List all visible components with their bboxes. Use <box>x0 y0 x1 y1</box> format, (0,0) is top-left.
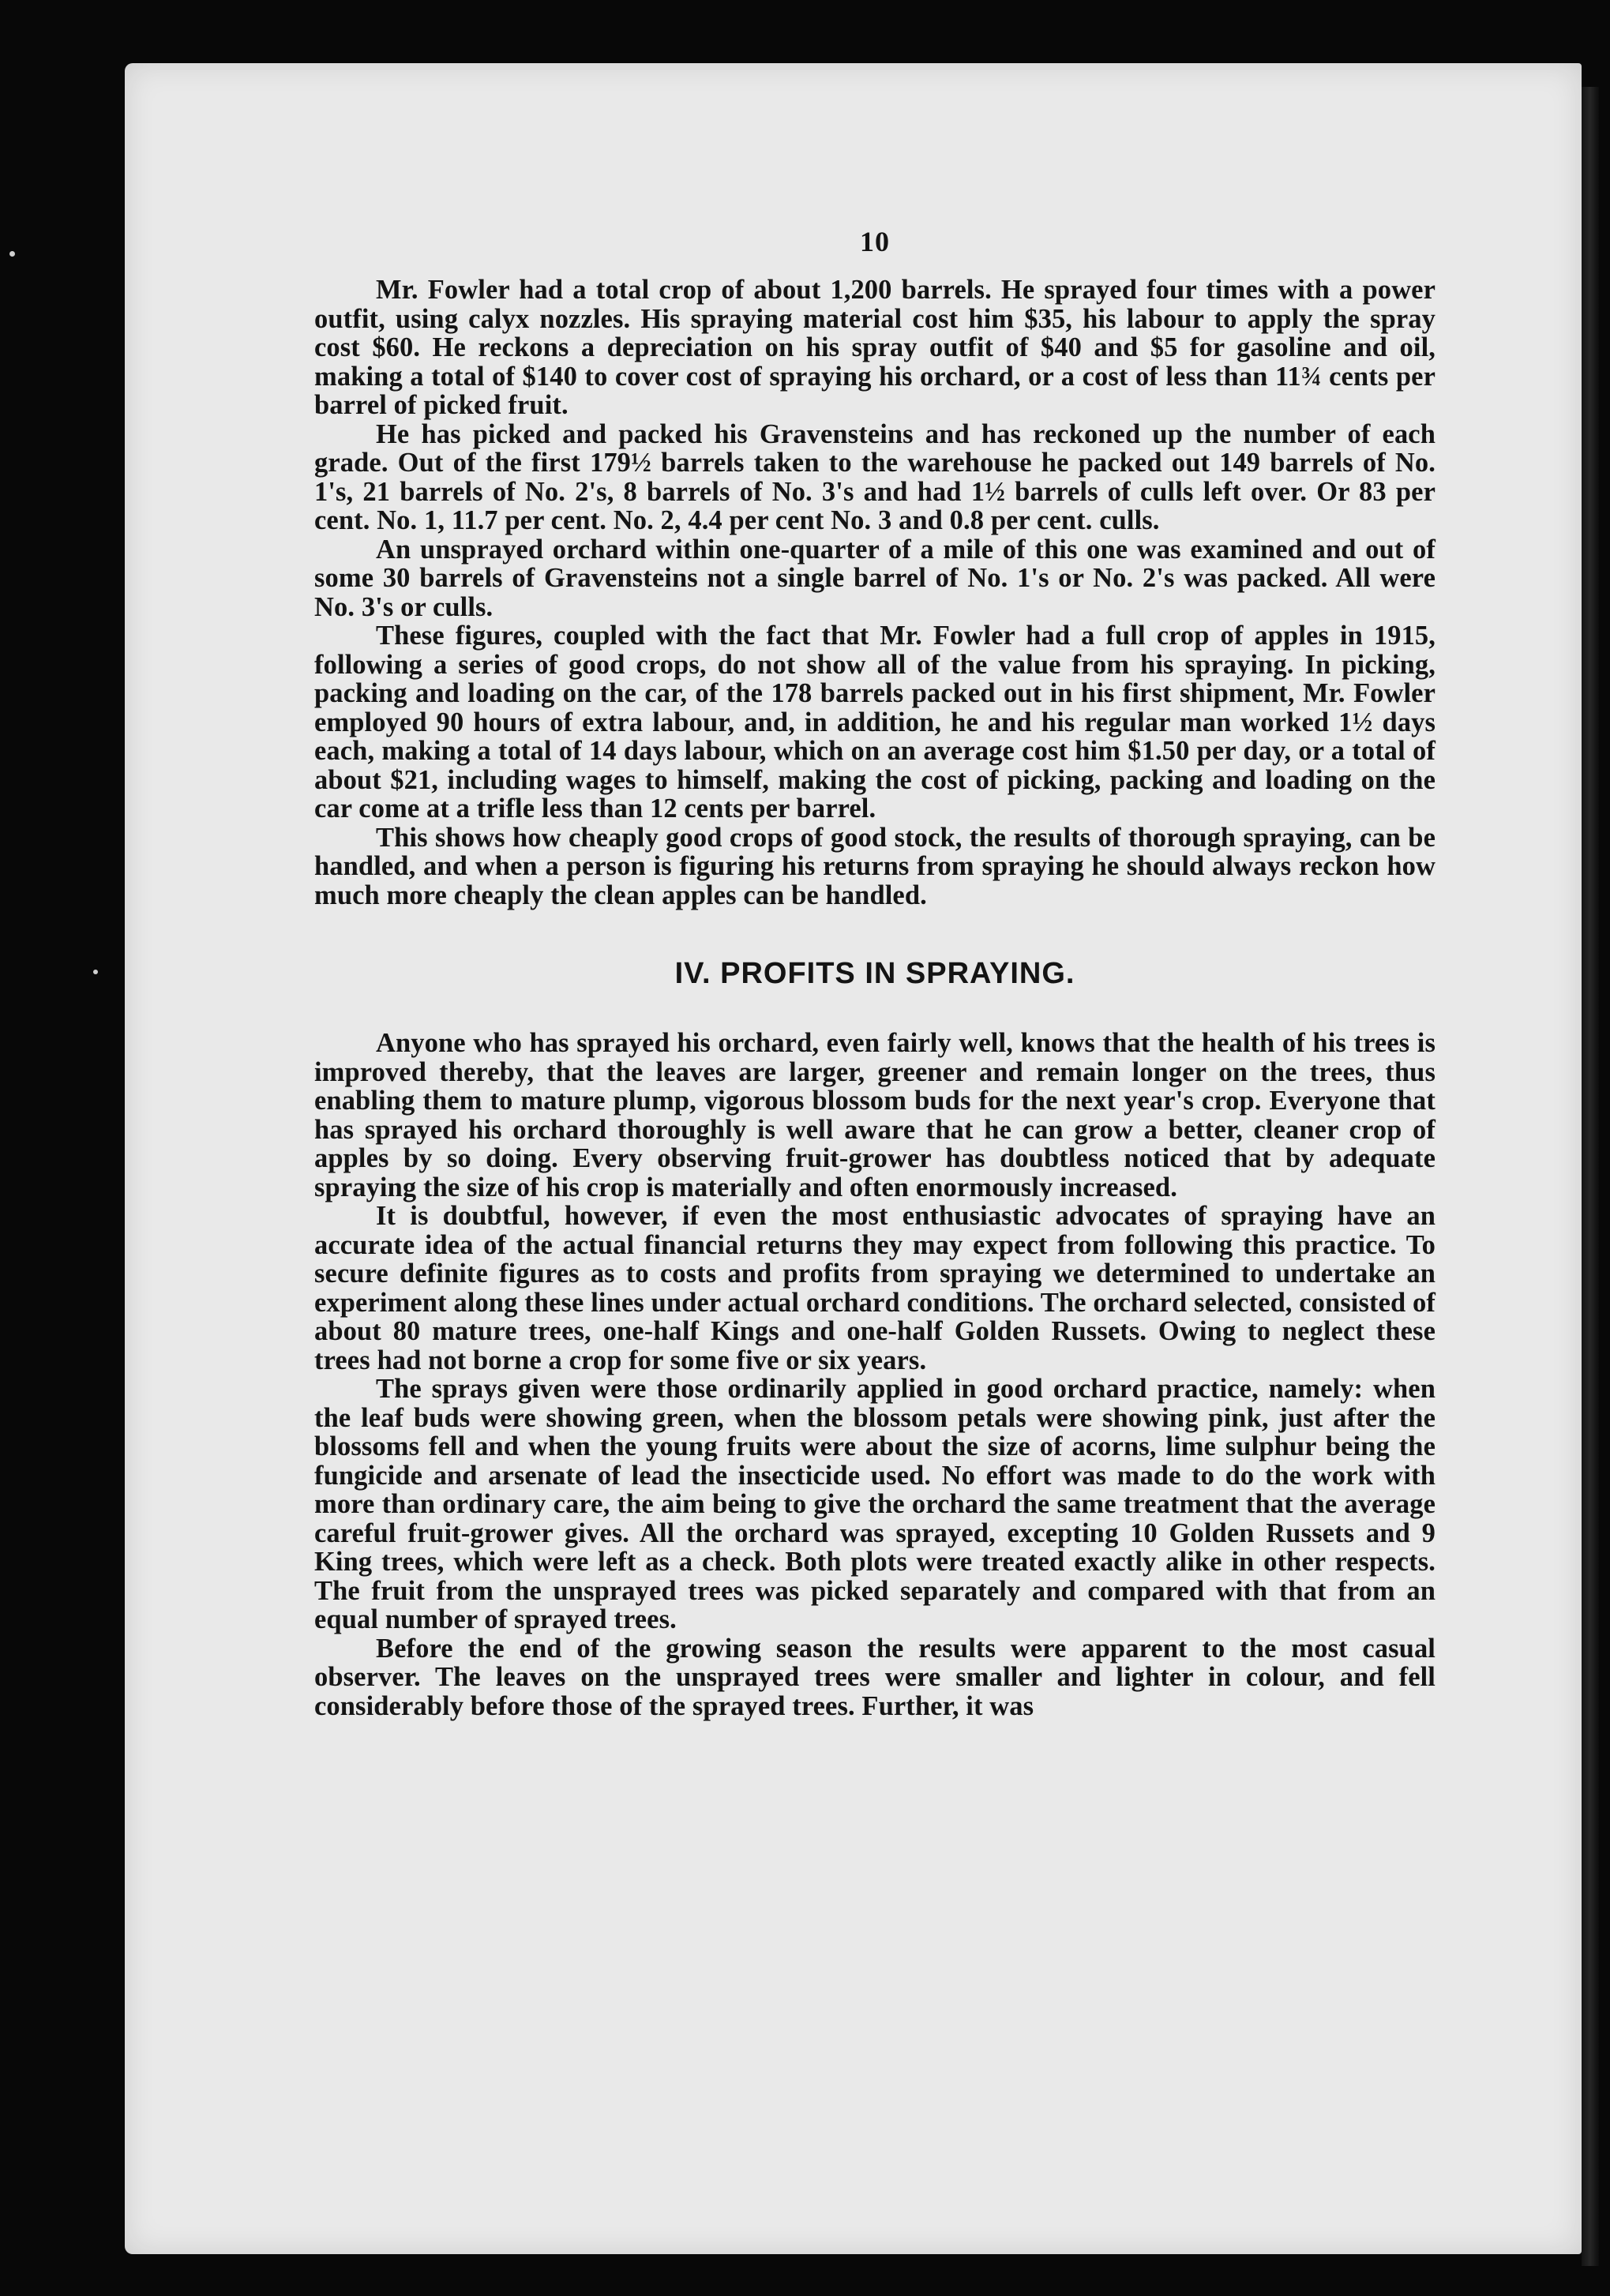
paragraph-handling-summary: This shows how cheaply good crops of good stock, the results of thorough spraying, can be handled, and when a person is figuring his returns from spraying he should always reckon how much more cheaply the clean apples can be handled. <box>314 822 1435 910</box>
paragraph-picking-costs: These figures, coupled with the fact that Mr. Fowler had a full crop of apples in 1915, following a series of good crops, do not show all of the value from his spraying. In picking, packing and loading on the car, of the 178 barrels packed out in his first shipment, Mr. Fowler employed 90 hours of extra labour, and, in addition, he and his regular man worked 1½ days each, making a total of 14 days labour, which on an average cost him $1.50 per day, or a total of about $21, including wages to himself, making the cost of picking, packing and loading on the car come at a trifle less than 12 cents per barrel. <box>314 621 1435 823</box>
paragraph-experiment: It is doubtful, however, if even the most enthusiastic advocates of spraying have an accurate idea of the actual financial returns they may expect from following this practice. To secure definite figures as to costs and profits from spraying we determined to undertake an experiment along these lines under actual orchard conditions. The orchard selected, consisted of about 80 mature trees, one-half Kings and one-half Golden Russets. Owing to neglect these trees had not borne a crop for some five or six years. <box>314 1201 1435 1375</box>
page-number: 10 <box>860 226 890 257</box>
paragraph-tree-health: Anyone who has sprayed his orchard, even fairly well, knows that the health of his trees is improved thereby, that the leaves are larger, greener and remain longer on the trees, thus enabling them to mature plump, vigorous blossom buds for the next year's crop. Everyone that has sprayed his orchard thoroughly is well aware that he can grow a better, cleaner crop of apples by so doing. Every observing fruit-grower has doubtless noticed that by adequate spraying the size of his crop is materially and often enormously increased. <box>314 1028 1435 1202</box>
page-edge-shadow <box>1582 87 1599 2266</box>
section-heading: IV. PROFITS IN SPRAYING. <box>674 957 1075 990</box>
scan-speck <box>93 970 98 974</box>
page-content <box>314 225 1435 1720</box>
paragraph-results: Before the end of the growing season the results were apparent to the most casual observer. The leaves on the unsprayed trees were smaller and lighter in colour, and fell considerably before those of the sprayed trees. Further, it was <box>314 1633 1435 1721</box>
scan-speck <box>9 251 15 257</box>
paragraph-grade-count: He has picked and packed his Gravensteins and has reckoned up the number of each grade. Out of the first 179½ barrels taken to the warehouse he packed out 149 barrels of No. 1's, 21 barrels of No. 2's, 8 barrels of No. 3's and had 1½ barrels of culls left over. Or 83 per cent. No. 1, 11.7 per cent. No. 2, 4.4 per cent No. 3 and 0.8 per cent. culls. <box>314 418 1435 535</box>
paragraph-fowler-crop: Mr. Fowler had a total crop of about 1,200 barrels. He sprayed four times with a power outfit, using calyx nozzles. His spraying material cost him $35, his labour to apply the spray cost $60. He reckons a depreciation on his spray outfit of $40 and $5 for gasoline and oil, making a total of $140 to cover cost of spraying his orchard, or a cost of less than 11¾ cents per barrel of picked fruit. <box>314 275 1435 420</box>
paragraph-unsprayed-orchard: An unsprayed orchard within one-quarter of a mile of this one was examined and out of some 30 barrels of Gravensteins not a single barrel of No. 1's or No. 2's was packed. All were No. 3's or culls. <box>314 534 1435 622</box>
paragraph-spray-schedule: The sprays given were those ordinarily applied in good orchard practice, namely: when the leaf buds were showing green, when the blossom petals were showing pink, just after the blossoms fell and when the young fruits were about the size of acorns, lime sulphur being the fungicide and arsenate of lead the insecticide used. No effort was made to do the work with more than ordinary care, the aim being to give the orchard the same treatment that the average careful fruit-grower gives. All the orchard was sprayed, excepting 10 Golden Russets and 9 King trees, which were left as a check. Both plots were treated exactly alike in other respects. The fruit from the unsprayed trees was picked separately and compared with that from an equal number of sprayed trees. <box>314 1374 1435 1634</box>
